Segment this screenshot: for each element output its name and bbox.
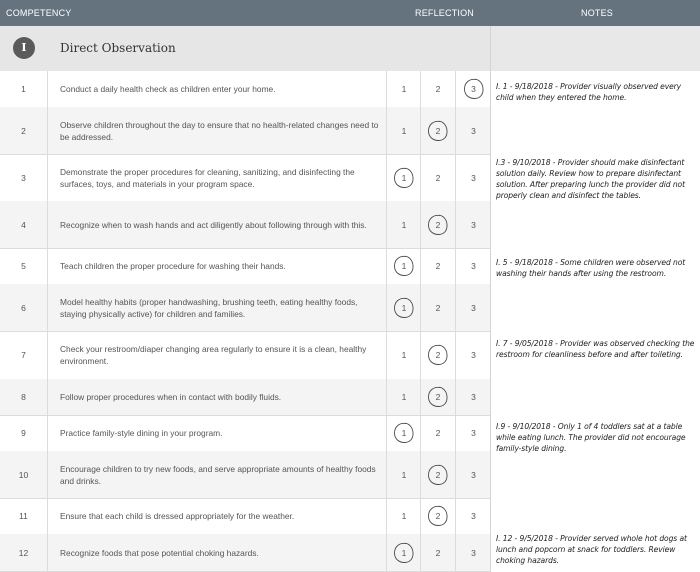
reflection-option-3[interactable]: 3 bbox=[455, 415, 491, 451]
reflection-option-3[interactable]: 3 bbox=[455, 451, 491, 498]
section-notes-cell bbox=[490, 26, 700, 71]
reflection-option-1[interactable]: 1 bbox=[386, 451, 421, 498]
section-row bbox=[0, 26, 700, 71]
competency-text: Recognize foods that pose potential choking hazards. bbox=[60, 547, 259, 558]
reflection-option-1[interactable]: 1 bbox=[386, 379, 421, 415]
row-number: 1 bbox=[0, 71, 48, 107]
reflection-option-1[interactable]: 1 bbox=[386, 201, 421, 248]
reflection-option-1[interactable]: 1 bbox=[386, 107, 421, 154]
table-row bbox=[0, 154, 490, 202]
table-header bbox=[0, 0, 700, 26]
reflection-option-2[interactable]: 2 bbox=[420, 201, 455, 248]
reflection-option-2[interactable]: 2 bbox=[420, 154, 455, 201]
reflection-option-1[interactable]: 1 bbox=[386, 248, 421, 284]
reflection-option-1[interactable]: 1 bbox=[386, 71, 421, 107]
reflection-option-3[interactable]: 3 bbox=[455, 248, 491, 284]
reflection-option-3[interactable]: 3 bbox=[455, 71, 491, 107]
competency-text: Teach children the proper procedure for washing their hands. bbox=[60, 261, 286, 271]
competency-text: Practice family-style dining in your program. bbox=[60, 428, 223, 438]
competency-text: Conduct a daily health check as children enter your home. bbox=[60, 84, 276, 94]
reflection-option-2[interactable]: 2 bbox=[420, 379, 455, 415]
reflection-option-3[interactable]: 3 bbox=[455, 284, 491, 331]
reflection-column-header: REFLECTION bbox=[415, 8, 475, 18]
reflection-option-3[interactable]: 3 bbox=[455, 534, 491, 571]
reflection-option-3[interactable]: 3 bbox=[455, 331, 491, 379]
reflection-option-2[interactable]: 2 bbox=[420, 107, 455, 154]
reflection-option-3[interactable]: 3 bbox=[455, 379, 491, 415]
competency-text: Ensure that each child is dressed appropriately for the weather. bbox=[60, 511, 295, 521]
table-row bbox=[0, 71, 490, 108]
row-number: 2 bbox=[0, 107, 48, 154]
reflection-option-2[interactable]: 2 bbox=[420, 451, 455, 498]
row-number: 6 bbox=[0, 284, 48, 331]
reflection-option-2[interactable]: 2 bbox=[420, 331, 455, 379]
row-number: 8 bbox=[0, 379, 48, 415]
reflection-option-3[interactable]: 3 bbox=[455, 201, 491, 248]
competency-text: Demonstrate the proper procedures for cleaning, sanitizing, and disinfecting the surfaces, toys, and materials in your program space. bbox=[60, 166, 355, 189]
row-number: 9 bbox=[0, 415, 48, 451]
row-number: 10 bbox=[0, 451, 48, 498]
reflection-option-3[interactable]: 3 bbox=[455, 498, 491, 534]
note-entry: I.3 - 9/10/2018 - Provider should make disinfectant solution daily. Review how to prepare disinfectant solution. After preparing lunch the provider did not properly clean and disinfect the tables. bbox=[496, 158, 685, 200]
competency-column-header: COMPETENCY bbox=[6, 8, 72, 18]
row-number: 7 bbox=[0, 331, 48, 379]
table-row bbox=[0, 107, 490, 155]
competency-text: Encourage children to try new foods, and serve appropriate amounts of healthy foods and drinks. bbox=[60, 463, 376, 486]
reflection-option-3[interactable]: 3 bbox=[455, 154, 491, 201]
row-number: 5 bbox=[0, 248, 48, 284]
reflection-option-2[interactable]: 2 bbox=[420, 284, 455, 331]
row-number: 3 bbox=[0, 154, 48, 201]
reflection-option-2[interactable]: 2 bbox=[420, 415, 455, 451]
reflection-option-1[interactable]: 1 bbox=[386, 498, 421, 534]
note-entry: I. 5 - 9/18/2018 - Some children were observed not washing their hands after using the restroom. bbox=[496, 258, 686, 278]
table-row bbox=[0, 201, 490, 249]
reflection-option-2[interactable]: 2 bbox=[420, 534, 455, 571]
competency-text: Follow proper procedures when in contact with bodily fluids. bbox=[60, 392, 282, 402]
table-row bbox=[0, 534, 490, 572]
reflection-option-1[interactable]: 1 bbox=[386, 284, 421, 331]
reflection-option-2[interactable]: 2 bbox=[420, 498, 455, 534]
row-number: 12 bbox=[0, 534, 48, 571]
section-badge: I bbox=[13, 37, 35, 59]
reflection-option-1[interactable]: 1 bbox=[386, 534, 421, 571]
reflection-option-3[interactable]: 3 bbox=[455, 107, 491, 154]
row-number: 11 bbox=[0, 498, 48, 534]
competency-text: Model healthy habits (proper handwashing, brushing teeth, eating healthy foods, staying physically active) for children and families. bbox=[60, 296, 358, 319]
table-row bbox=[0, 415, 490, 452]
competency-text: Check your restroom/diaper changing area regularly to ensure it is a clean, healthy environment. bbox=[60, 344, 367, 366]
table-row bbox=[0, 498, 490, 535]
note-entry: I.9 - 9/10/2018 - Only 1 of 4 toddlers sat at a table while eating lunch. The provider did not encourage family-style dining. bbox=[496, 422, 686, 453]
notes-column bbox=[490, 71, 700, 572]
table-row bbox=[0, 379, 490, 416]
reflection-option-2[interactable]: 2 bbox=[420, 71, 455, 107]
reflection-option-2[interactable]: 2 bbox=[420, 248, 455, 284]
note-entry: I. 1 - 9/18/2018 - Provider visually observed every child when they entered the home. bbox=[496, 82, 682, 102]
reflection-option-1[interactable]: 1 bbox=[386, 331, 421, 379]
note-entry: I. 12 - 9/5/2018 - Provider served whole hot dogs at lunch and popcorn at snack for toddlers. Review choking hazards. bbox=[496, 534, 687, 565]
competency-text: Observe children throughout the day to ensure that no health-related changes need to be addressed. bbox=[60, 119, 379, 142]
row-number: 4 bbox=[0, 201, 48, 248]
table-row bbox=[0, 284, 490, 332]
note-entry: I. 7 - 9/05/2018 - Provider was observed checking the restroom for cleanliness before and after toileting. bbox=[496, 339, 695, 359]
reflection-option-1[interactable]: 1 bbox=[386, 154, 421, 201]
table-row bbox=[0, 248, 490, 285]
notes-column-header: NOTES bbox=[581, 8, 614, 18]
competency-text: Recognize when to wash hands and act diligently about following through with this. bbox=[60, 219, 367, 230]
reflection-option-1[interactable]: 1 bbox=[386, 415, 421, 451]
table-row bbox=[0, 451, 490, 499]
table-row bbox=[0, 331, 490, 380]
section-title: Direct Observation bbox=[60, 41, 176, 55]
